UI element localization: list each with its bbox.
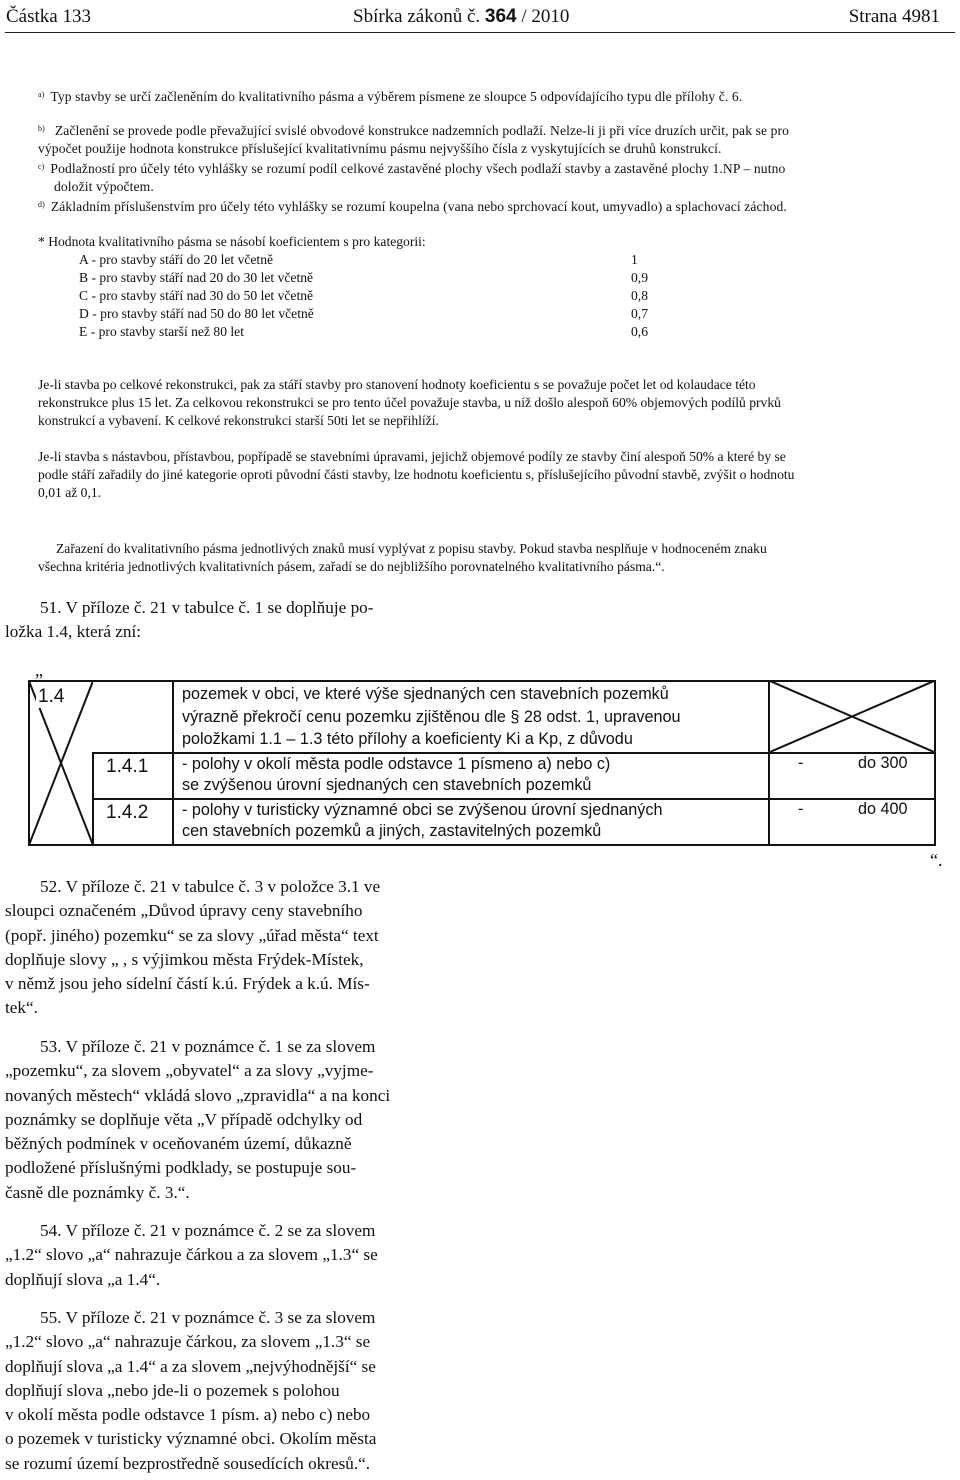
item-line: doplňují slova „a 1.4“.	[5, 1269, 161, 1289]
table-code-1-4-2: 1.4.2	[106, 802, 149, 823]
item-line: o pozemek v turisticky významné obci. Okolím města	[5, 1429, 377, 1449]
issue-label: Částka 133	[6, 6, 91, 27]
page-header	[0, 2, 960, 30]
item-line: poznámky se doplňuje věta „V případě odchylky od	[5, 1109, 363, 1129]
collection-prefix: Sbírka zákonů č.	[353, 6, 481, 27]
footnote-mark: d)	[38, 200, 45, 209]
table-col-line	[172, 680, 174, 846]
item-line: (popř. jiného) pozemku“ se za slovy „úřad města“ text	[5, 925, 379, 945]
paragraph-classification	[38, 540, 938, 576]
table-text-line: - polohy v okolí města podle odstavce 1 písmeno a) nebo c)	[182, 755, 611, 773]
item-line: běžných podmínek v oceňovaném území, důkazně	[5, 1134, 352, 1154]
table-text-line: se zvýšenou úrovní sjednaných cen stavebních pozemků	[182, 776, 592, 794]
paragraph-line: rekonstrukce plus 15 let. Za celkovou rekonstrukci se pro tento účel považuje stavba, u níž došlo alespoň 60% objemových podílů prvků	[38, 395, 781, 410]
opening-quote: „	[35, 660, 43, 680]
item-line: novaných městech“ vkládá slovo „zpravidla“ a na konci	[5, 1085, 391, 1105]
coefficient-value-c: 0,8	[631, 288, 648, 303]
item-line: „1.2“ slovo „a“ nahrazuje čárkou a za slovem „1.3“ se	[5, 1245, 378, 1265]
coefficient-row-d: D - pro stavby stáří nad 50 do 80 let včetně	[79, 306, 314, 321]
item-line: doplňují slova „a 1.4“ a za slovem „nejvýhodnější“ se	[5, 1356, 376, 1376]
table-border-right	[934, 680, 936, 846]
footnote-c	[38, 160, 938, 196]
footnote-mark: a)	[38, 90, 45, 99]
table-text-line: pozemek v obci, ve které výše sjednaných cen stavebních pozemků	[182, 685, 669, 703]
paragraph-line: konstrukcí a vybavení. K celkové rekonstrukci starší 50ti let se nepřihlíží.	[38, 413, 439, 428]
table-value-1-4-1: do 300	[858, 754, 908, 772]
table-row-1-4-2-text	[182, 800, 662, 842]
table-col-line	[768, 680, 770, 752]
item-line: „1.2“ slovo „a“ nahrazuje čárkou, za slovem „1.3“ se	[5, 1332, 371, 1352]
footnote-line: doložit výpočtem.	[54, 179, 154, 194]
coefficient-title: * Hodnota kvalitativního pásma se násobí koeficientem s pro kategorii:	[38, 234, 426, 249]
item-line: se rozumí území bezprostředně sousedících okresů.“.	[5, 1453, 371, 1473]
coefficient-row-a: A - pro stavby stáří do 20 let včetně	[79, 252, 274, 267]
table-code-1-4: 1.4	[38, 686, 65, 707]
item-line: v okolí města podle odstavce 1 písm. a) nebo c) nebo	[5, 1405, 371, 1425]
footnote-line: Začlenění se provede podle převažující svislé obvodové konstrukce nadzemních podlaží. Nelze-li ji při více druzích určit, pak se pro	[54, 123, 790, 138]
collection-number: 364	[484, 6, 517, 27]
item-51	[5, 596, 471, 645]
footnote-mark: c)	[38, 162, 45, 171]
footnote-line: Podlažností pro účely této vyhlášky se rozumí podíl celkové zastavěné plochy všech podlaží stavby a zastavěné plochy 1.NP – nutno	[50, 161, 786, 176]
footnote-a	[38, 88, 938, 106]
item-52	[5, 875, 471, 1021]
table-border-bottom	[28, 844, 936, 846]
item-line: 53. V příloze č. 21 v poznámce č. 1 se za slovem	[40, 1037, 376, 1056]
item-line: v němž jsou jeho sídelní částí k.ú. Frýdek a k.ú. Mís-	[5, 974, 370, 994]
paragraph-extension	[38, 448, 938, 502]
item-line: 52. V příloze č. 21 v tabulce č. 3 v položce 3.1 ve	[40, 877, 381, 896]
table-code-1-4-1: 1.4.1	[106, 756, 149, 777]
item-55	[5, 1306, 471, 1476]
item-line: 51. V příloze č. 21 v tabulce č. 1 se doplňuje po-	[40, 598, 374, 617]
closing-quote: “.	[930, 850, 943, 870]
collection-year: / 2010	[521, 6, 570, 27]
table-row-1-4-text	[182, 683, 681, 751]
item-line: časně dle poznámky č. 3.“.	[5, 1182, 190, 1202]
coefficient-value-b: 0,9	[631, 270, 648, 285]
item-line: podložené příslušnými podklady, se postupuje sou-	[5, 1158, 357, 1178]
paragraph-line: podle stáří zařadily do jiné kategorie oproti původní části stavby, lze hodnotu koeficientu s, příslušejícího původní stavbě, zvýšit o hodnotu	[38, 467, 795, 482]
item-line: tek“.	[5, 998, 38, 1018]
paragraph-line: Zařazení do kvalitativního pásma jednotlivých znaků musí vyplývat z popisu stavby. Pokud stavba nesplňuje v hodnoceném znaku	[56, 541, 767, 556]
item-line: 55. V příloze č. 21 v poznámce č. 3 se za slovem	[40, 1308, 376, 1327]
header-rule	[5, 32, 955, 33]
footnote-d	[38, 198, 938, 216]
paragraph-line: Je-li stavba po celkové rekonstrukci, pak za stáří stavby pro stanovení hodnoty koeficientu s se považuje počet let od kolaudace této	[38, 377, 756, 392]
item-line: doplňují slova „nebo jde-li o pozemek s polohou	[5, 1380, 340, 1400]
item-line: „pozemku“, za slovem „obyvatel“ a za slovy „vyjme-	[5, 1061, 374, 1081]
page-number: Strana 4981	[848, 6, 940, 27]
coefficient-row-e: E - pro stavby starší než 80 let	[79, 324, 244, 339]
table-dash: -	[798, 754, 804, 772]
item-line: doplňuje slovy „ , s výjimkou města Frýdek-Místek,	[5, 949, 364, 969]
paragraph-line: Je-li stavba s nástavbou, přístavbou, popřípadě se stavebními úpravami, jejichž objemové podíly ze stavby činí alespoň 50% a které by se	[38, 449, 786, 464]
table-text-line: položkami 1.1 – 1.3 této přílohy a koeficienty Ki a Kp, z důvodu	[182, 730, 633, 748]
coefficient-row-c: C - pro stavby stáří nad 30 do 50 let včetně	[79, 288, 314, 303]
footnote-line: Typ stavby se určí začleněním do kvalitativního pásma a výběrem písmene ze sloupce 5 odpovídajícího typu dle přílohy č. 6.	[50, 89, 743, 104]
paragraph-line: 0,01 až 0,1.	[38, 485, 102, 500]
table-row-1-4-1-text	[182, 754, 610, 796]
table-dash: -	[798, 800, 804, 818]
coefficient-value-a: 1	[631, 252, 638, 267]
table-value-1-4-2: do 400	[858, 800, 908, 818]
table-text-line: - polohy v turisticky významné obci se zvýšenou úrovní sjednaných	[182, 801, 663, 819]
footnote-line: výpočet použije hodnota konstrukce příslušející kvalitativnímu pásmu nejvyššího čísla z vyskytujících se druhů konstrukcí.	[38, 141, 722, 156]
footnote-mark: b)	[38, 124, 45, 133]
item-table	[28, 680, 936, 846]
table-text-line: výrazně překročí cenu pozemku zjištěnou dle § 28 odst. 1, upravenou	[182, 707, 681, 726]
coefficient-value-d: 0,7	[631, 306, 648, 321]
coefficient-value-e: 0,6	[631, 324, 648, 339]
item-line: 54. V příloze č. 21 v poznámce č. 2 se za slovem	[40, 1221, 376, 1240]
item-line: sloupci označeném „Důvod úpravy ceny stavebního	[5, 901, 363, 921]
paragraph-line: všechna kritéria jednotlivých kvalitativních pásem, zařadí se do nejbližšího porovnatelného kvalitativního pásma.“.	[38, 559, 665, 574]
item-54	[5, 1219, 471, 1292]
item-line: ložka 1.4, která zní:	[5, 622, 142, 642]
table-text-line: cen stavebních pozemků a jiných, zastavitelných pozemků	[182, 822, 602, 840]
footnote-b	[38, 122, 958, 158]
paragraph-reconstruction	[38, 376, 938, 430]
footnote-line: Základním příslušenstvím pro účely této vyhlášky se rozumí koupelna (vana nebo sprchovací kout, umyvadlo) a splachovací záchod.	[50, 199, 787, 214]
item-53	[5, 1035, 471, 1205]
table-cross-mark-right	[770, 681, 934, 752]
collection-label	[353, 6, 569, 28]
coefficient-row-b: B - pro stavby stáří nad 20 do 30 let včetně	[79, 270, 314, 285]
